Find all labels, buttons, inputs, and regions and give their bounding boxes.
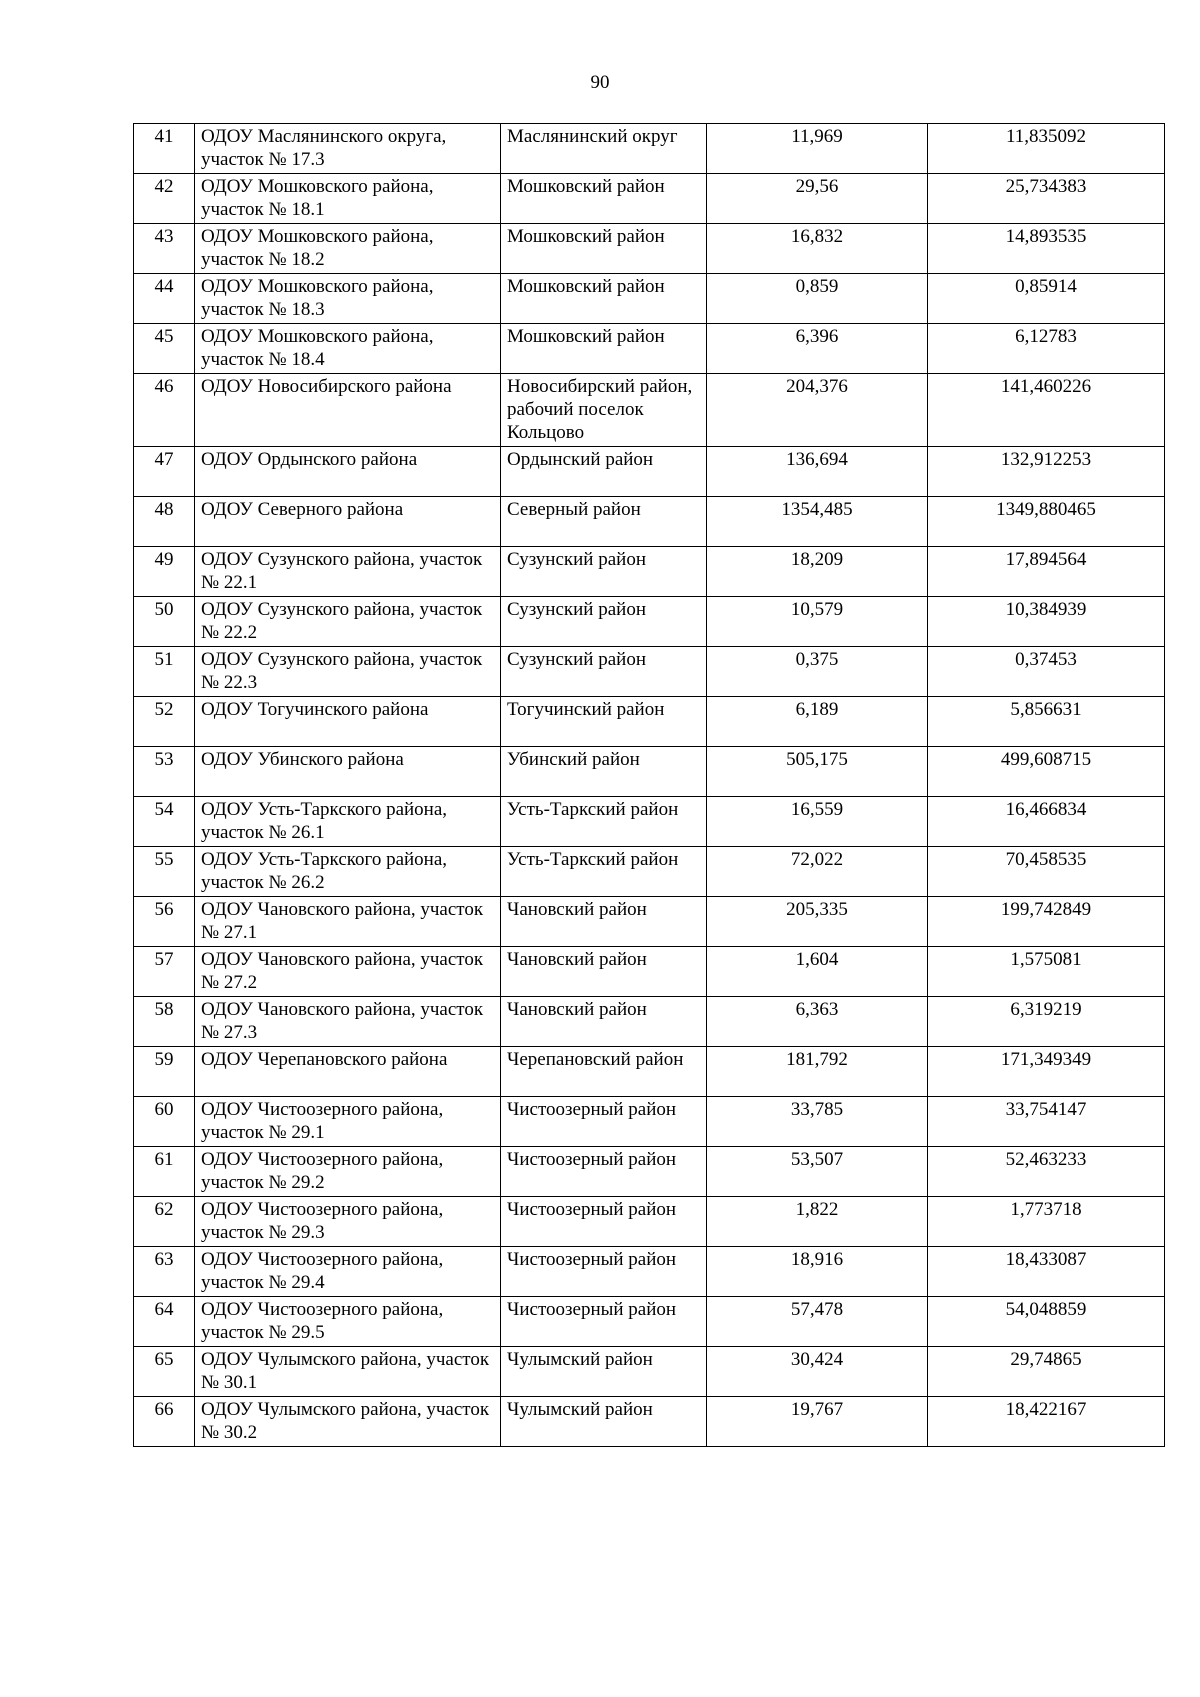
- object-name-cell: ОДОУ Чулымского района, участок № 30.2: [195, 1397, 501, 1447]
- territory-cell: Мошковский район: [501, 274, 707, 324]
- row-number-cell: 45: [134, 324, 195, 374]
- value-2-cell: 17,894564: [928, 547, 1165, 597]
- table-row: [134, 497, 1165, 547]
- table-row: [134, 1097, 1165, 1147]
- table-row: [134, 374, 1165, 447]
- row-number-cell: 44: [134, 274, 195, 324]
- value-1-cell: 16,559: [707, 797, 928, 847]
- row-number-cell: 59: [134, 1047, 195, 1097]
- value-2-cell: 132,912253: [928, 447, 1165, 497]
- value-2-cell: 0,37453: [928, 647, 1165, 697]
- row-number-cell: 50: [134, 597, 195, 647]
- object-name-cell: ОДОУ Сузунского района, участок № 22.2: [195, 597, 501, 647]
- value-1-cell: 0,375: [707, 647, 928, 697]
- object-name-cell: ОДОУ Мошковского района, участок № 18.3: [195, 274, 501, 324]
- territory-cell: Чистоозерный район: [501, 1247, 707, 1297]
- object-name-cell: ОДОУ Маслянинского округа, участок № 17.3: [195, 124, 501, 174]
- territory-cell: Маслянинский округ: [501, 124, 707, 174]
- table-row: [134, 547, 1165, 597]
- row-number-cell: 49: [134, 547, 195, 597]
- object-name-cell: ОДОУ Мошковского района, участок № 18.2: [195, 224, 501, 274]
- value-1-cell: 1,604: [707, 947, 928, 997]
- table-row: [134, 797, 1165, 847]
- table-row: [134, 324, 1165, 374]
- value-1-cell: 181,792: [707, 1047, 928, 1097]
- value-1-cell: 204,376: [707, 374, 928, 447]
- object-name-cell: ОДОУ Чистоозерного района, участок № 29.2: [195, 1147, 501, 1197]
- value-1-cell: 1354,485: [707, 497, 928, 547]
- value-2-cell: 18,433087: [928, 1247, 1165, 1297]
- table-row: [134, 947, 1165, 997]
- territory-cell: Северный район: [501, 497, 707, 547]
- value-2-cell: 16,466834: [928, 797, 1165, 847]
- object-name-cell: ОДОУ Тогучинского района: [195, 697, 501, 747]
- object-name-cell: ОДОУ Чановского района, участок № 27.3: [195, 997, 501, 1047]
- value-1-cell: 33,785: [707, 1097, 928, 1147]
- value-1-cell: 205,335: [707, 897, 928, 947]
- value-1-cell: 18,916: [707, 1247, 928, 1297]
- row-number-cell: 58: [134, 997, 195, 1047]
- territory-cell: Чановский район: [501, 997, 707, 1047]
- object-name-cell: ОДОУ Чулымского района, участок № 30.1: [195, 1347, 501, 1397]
- value-2-cell: 70,458535: [928, 847, 1165, 897]
- territory-cell: Чановский район: [501, 947, 707, 997]
- row-number-cell: 43: [134, 224, 195, 274]
- value-1-cell: 16,832: [707, 224, 928, 274]
- row-number-cell: 55: [134, 847, 195, 897]
- table-row: [134, 897, 1165, 947]
- territory-cell: Чистоозерный район: [501, 1197, 707, 1247]
- table-row: [134, 697, 1165, 747]
- value-2-cell: 5,856631: [928, 697, 1165, 747]
- territory-cell: Чулымский район: [501, 1347, 707, 1397]
- object-name-cell: ОДОУ Чистоозерного района, участок № 29.3: [195, 1197, 501, 1247]
- territory-cell: Сузунский район: [501, 647, 707, 697]
- object-name-cell: ОДОУ Сузунского района, участок № 22.3: [195, 647, 501, 697]
- table-row: [134, 1147, 1165, 1197]
- object-name-cell: ОДОУ Усть-Таркского района, участок № 26.2: [195, 847, 501, 897]
- value-1-cell: 6,396: [707, 324, 928, 374]
- row-number-cell: 52: [134, 697, 195, 747]
- table-row: [134, 847, 1165, 897]
- value-1-cell: 57,478: [707, 1297, 928, 1347]
- value-2-cell: 33,754147: [928, 1097, 1165, 1147]
- value-2-cell: 10,384939: [928, 597, 1165, 647]
- territory-cell: Чановский район: [501, 897, 707, 947]
- value-2-cell: 0,85914: [928, 274, 1165, 324]
- table-row: [134, 447, 1165, 497]
- object-name-cell: ОДОУ Убинского района: [195, 747, 501, 797]
- territory-cell: Сузунский район: [501, 597, 707, 647]
- table-row: [134, 1047, 1165, 1097]
- object-name-cell: ОДОУ Чистоозерного района, участок № 29.1: [195, 1097, 501, 1147]
- object-name-cell: ОДОУ Северного района: [195, 497, 501, 547]
- value-2-cell: 14,893535: [928, 224, 1165, 274]
- value-1-cell: 136,694: [707, 447, 928, 497]
- object-name-cell: ОДОУ Чистоозерного района, участок № 29.5: [195, 1297, 501, 1347]
- table-row: [134, 997, 1165, 1047]
- territory-cell: Убинский район: [501, 747, 707, 797]
- value-1-cell: 1,822: [707, 1197, 928, 1247]
- territory-cell: Усть-Таркский район: [501, 847, 707, 897]
- object-name-cell: ОДОУ Усть-Таркского района, участок № 26.1: [195, 797, 501, 847]
- value-1-cell: 6,363: [707, 997, 928, 1047]
- value-2-cell: 11,835092: [928, 124, 1165, 174]
- table-row: [134, 1347, 1165, 1397]
- table-row: [134, 124, 1165, 174]
- value-2-cell: 171,349349: [928, 1047, 1165, 1097]
- value-2-cell: 1,773718: [928, 1197, 1165, 1247]
- value-2-cell: 199,742849: [928, 897, 1165, 947]
- row-number-cell: 64: [134, 1297, 195, 1347]
- data-table: [133, 123, 1165, 1447]
- row-number-cell: 41: [134, 124, 195, 174]
- territory-cell: Новосибирский район, рабочий поселок Кольцово: [501, 374, 707, 447]
- value-1-cell: 72,022: [707, 847, 928, 897]
- object-name-cell: ОДОУ Ордынского района: [195, 447, 501, 497]
- table-body: [134, 124, 1165, 1447]
- value-2-cell: 6,319219: [928, 997, 1165, 1047]
- table-row: [134, 647, 1165, 697]
- value-2-cell: 52,463233: [928, 1147, 1165, 1197]
- table-row: [134, 1197, 1165, 1247]
- row-number-cell: 54: [134, 797, 195, 847]
- territory-cell: Мошковский район: [501, 224, 707, 274]
- row-number-cell: 57: [134, 947, 195, 997]
- territory-cell: Чулымский район: [501, 1397, 707, 1447]
- value-1-cell: 29,56: [707, 174, 928, 224]
- table-row: [134, 1297, 1165, 1347]
- value-1-cell: 19,767: [707, 1397, 928, 1447]
- row-number-cell: 62: [134, 1197, 195, 1247]
- table-row: [134, 1247, 1165, 1297]
- row-number-cell: 65: [134, 1347, 195, 1397]
- row-number-cell: 61: [134, 1147, 195, 1197]
- territory-cell: Ордынский район: [501, 447, 707, 497]
- row-number-cell: 51: [134, 647, 195, 697]
- territory-cell: Мошковский район: [501, 324, 707, 374]
- value-1-cell: 6,189: [707, 697, 928, 747]
- value-1-cell: 30,424: [707, 1347, 928, 1397]
- value-1-cell: 10,579: [707, 597, 928, 647]
- table-row: [134, 224, 1165, 274]
- value-2-cell: 6,12783: [928, 324, 1165, 374]
- territory-cell: Усть-Таркский район: [501, 797, 707, 847]
- table-row: [134, 174, 1165, 224]
- value-2-cell: 54,048859: [928, 1297, 1165, 1347]
- object-name-cell: ОДОУ Чановского района, участок № 27.1: [195, 897, 501, 947]
- value-2-cell: 499,608715: [928, 747, 1165, 797]
- value-1-cell: 505,175: [707, 747, 928, 797]
- object-name-cell: ОДОУ Чистоозерного района, участок № 29.4: [195, 1247, 501, 1297]
- table-row: [134, 274, 1165, 324]
- table-row: [134, 747, 1165, 797]
- value-1-cell: 18,209: [707, 547, 928, 597]
- row-number-cell: 48: [134, 497, 195, 547]
- value-2-cell: 18,422167: [928, 1397, 1165, 1447]
- object-name-cell: ОДОУ Мошковского района, участок № 18.4: [195, 324, 501, 374]
- value-1-cell: 11,969: [707, 124, 928, 174]
- row-number-cell: 46: [134, 374, 195, 447]
- value-2-cell: 1349,880465: [928, 497, 1165, 547]
- value-1-cell: 0,859: [707, 274, 928, 324]
- territory-cell: Чистоозерный район: [501, 1147, 707, 1197]
- object-name-cell: ОДОУ Мошковского района, участок № 18.1: [195, 174, 501, 224]
- territory-cell: Мошковский район: [501, 174, 707, 224]
- object-name-cell: ОДОУ Новосибирского района: [195, 374, 501, 447]
- row-number-cell: 56: [134, 897, 195, 947]
- row-number-cell: 42: [134, 174, 195, 224]
- row-number-cell: 53: [134, 747, 195, 797]
- value-2-cell: 29,74865: [928, 1347, 1165, 1397]
- row-number-cell: 47: [134, 447, 195, 497]
- object-name-cell: ОДОУ Чановского района, участок № 27.2: [195, 947, 501, 997]
- value-1-cell: 53,507: [707, 1147, 928, 1197]
- value-2-cell: 25,734383: [928, 174, 1165, 224]
- territory-cell: Тогучинский район: [501, 697, 707, 747]
- row-number-cell: 60: [134, 1097, 195, 1147]
- object-name-cell: ОДОУ Сузунского района, участок № 22.1: [195, 547, 501, 597]
- territory-cell: Черепановский район: [501, 1047, 707, 1097]
- territory-cell: Чистоозерный район: [501, 1097, 707, 1147]
- row-number-cell: 66: [134, 1397, 195, 1447]
- row-number-cell: 63: [134, 1247, 195, 1297]
- page-number: 90: [590, 72, 610, 93]
- territory-cell: Сузунский район: [501, 547, 707, 597]
- table-row: [134, 1397, 1165, 1447]
- value-2-cell: 1,575081: [928, 947, 1165, 997]
- territory-cell: Чистоозерный район: [501, 1297, 707, 1347]
- table-row: [134, 597, 1165, 647]
- value-2-cell: 141,460226: [928, 374, 1165, 447]
- object-name-cell: ОДОУ Черепановского района: [195, 1047, 501, 1097]
